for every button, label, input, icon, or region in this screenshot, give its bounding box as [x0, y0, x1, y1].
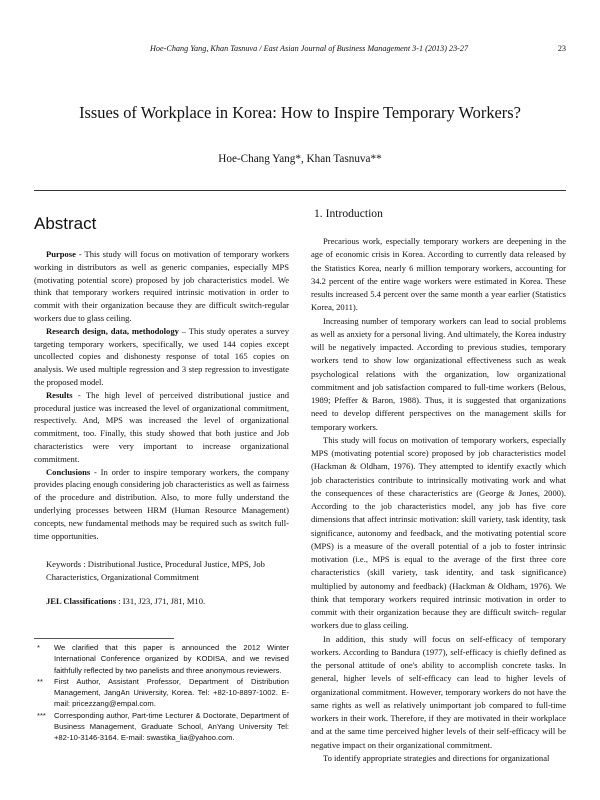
footnote-text: We clarified that this paper is announced the 2012 Winter International Conference organized by KODISA, and we revised faithfully reflected by two panelists and three anonymous reviewers. [54, 643, 289, 675]
paper-title: Issues of Workplace in Korea: How to Inspire Temporary Workers? [79, 103, 521, 122]
paper-authors: Hoe-Chang Yang*, Khan Tasnuva** [218, 153, 382, 165]
abstract-design [34, 325, 289, 389]
conclusions-label: Conclusions [46, 466, 91, 477]
page-number: 23 [557, 44, 566, 53]
footnote-mark: ** [37, 676, 43, 686]
footnote-item [34, 642, 289, 676]
footnote-text: Corresponding author, Part-time Lecturer & Doctorate, Department of Business Management, Graduate School, AnYang University Tel: +82-10-3146-3164. E-mail: swastika_lia@yahoo.com. [54, 710, 289, 743]
purpose-label: Purpose [46, 249, 76, 259]
footnote-divider [34, 638, 174, 639]
intro-paragraph: Precarious work, especially temporary workers are deepening in the age of economic crisis in Korea. According to currently data released by the Statistics Korea, nearly 6 million temporary workers, accounting for 34.2 percent of the entire wage workers were estimated in Korea. These results increased 5.4 percent over the same month a year earlier (Statistics Korea, 2011). [311, 236, 566, 313]
design-text: – This study operates a survey targeting temporary workers, specifically, we used 144 copies except uncollected copies and dishonesty response of total 165 copies on analysis. We used multiple regression and 3 step regression to investigate the proposed model. [34, 325, 289, 387]
intro-paragraph: In addition, this study will focus on self-efficacy of temporary workers. According to Bandura (1977), self-efficacy is chiefly defined as the personal attitude of one's ability to accomplish concrete tasks. In general, higher levels of self-efficacy can lead to higher levels of organizational commitment. However, temporary workers do not have the same rights as well as relatively unimportant job compared to full-time workers in their work. Therefore, if they are motivated in their workplace and at the same time perceived higher levels of their self-efficacy will be negative impact on their organizational commitment. [311, 633, 566, 750]
intro-paragraph: Increasing number of temporary workers can lead to social problems as well as anxiety for a personal living. And ultimately, the Korea industry will be negatively impacted. According to previous studies, temporary workers tend to show low organizational effectiveness such as weak psychological relations with the organization, low organizational commitment and job satisfaction compared to full-time workers (Belous, 1989; Pfeffer & Baron, 1988). Thus, it is suggested that organizations need to develop different perspectives on the management skills for temporary workers. [311, 315, 566, 432]
abstract-heading: Abstract [34, 214, 97, 233]
header-divider [34, 190, 566, 191]
footnote-mark: * [37, 643, 40, 652]
jel-classifications [46, 596, 289, 606]
design-label: Research design, data, methodology [46, 325, 179, 336]
intro-paragraph: To identify appropriate strategies and directions for organizational [323, 752, 550, 763]
jel-label: JEL Classifications [46, 596, 117, 606]
abstract-results [34, 389, 289, 466]
footnotes [34, 642, 289, 744]
results-label: Results [46, 389, 73, 400]
jel-text: : I31, J23, J71, J81, M10. [116, 596, 206, 606]
running-head-text: Hoe-Chang Yang, Khan Tasnuva / East Asian Journal of Business Management 3-1 (2013) 23-27 [150, 44, 469, 53]
introduction-body [311, 235, 566, 765]
footnote-mark: *** [37, 710, 46, 720]
abstract-body [34, 248, 289, 542]
abstract-purpose [34, 248, 289, 325]
conclusions-text: - In order to inspire temporary workers, the company provides placing enough considering job characteristics as well as fairness of the procedure and distribution. Also, to more fully understand the underlying processes between HRM (Human Resource Management) concepts, new fundamental methods may be required such as switch full-time opportunities. [34, 466, 289, 541]
introduction-heading: 1. Introduction [314, 207, 383, 220]
footnote-item [34, 676, 289, 710]
intro-paragraph: This study will focus on motivation of temporary workers, especially MPS (motivating potential score) proposed by job characteristics model (Hackman & Oldham, 1976). They attempted to identify exactly which job characteristics contribute to intrinsically motivating work and what the consequences of these characteristics are (George & Jones, 2000). According to the job characteristics model, any job has five core dimensions that affect intrinsic motivation: skill variety, task identity, task significance, autonomy and feedback, and the motivating potential score (MPS) is a measure of the overall potential of a job to foster intrinsic motivation (i.e., MPS is equal to the average of the first three core characteristics (skill variety, task identity, and task significance) multiplied by autonomy and feedback) (Hackman & Oldham, 1976). We think that temporary workers required intrinsic motivation in order to commit with their organization because they are difficult switch- regular workers due to glass ceiling. [311, 434, 566, 631]
footnote-text: First Author, Assistant Professor, Department of Distribution Management, JangAn University, Korea. Tel: +82-10-8897-1002. E-mail: pricezzang@empal.com. [54, 676, 289, 709]
results-text: - The high level of perceived distributional justice and procedural justice was increased the level of organizational commitment, respectively. And, MPS was increased the level of organizational commitment, too. Finally, this study showed that both justice and Job characteristics were very important to increase organizational commitment. [34, 389, 289, 464]
keywords: Keywords : Distributional Justice, Procedural Justice, MPS, Job Characteristics, Organizational Commitment [46, 559, 265, 582]
purpose-text: - This study will focus on motivation of temporary workers working in distributors as well as generic companies, especially MPS (motivating potential score) proposed by job characteristics model. We think that temporary workers required intrinsic motivation in order to commit with their organization because they are difficult switch-regular workers due to glass ceiling. [34, 249, 289, 323]
footnote-item [34, 710, 289, 744]
abstract-conclusions [34, 466, 289, 543]
